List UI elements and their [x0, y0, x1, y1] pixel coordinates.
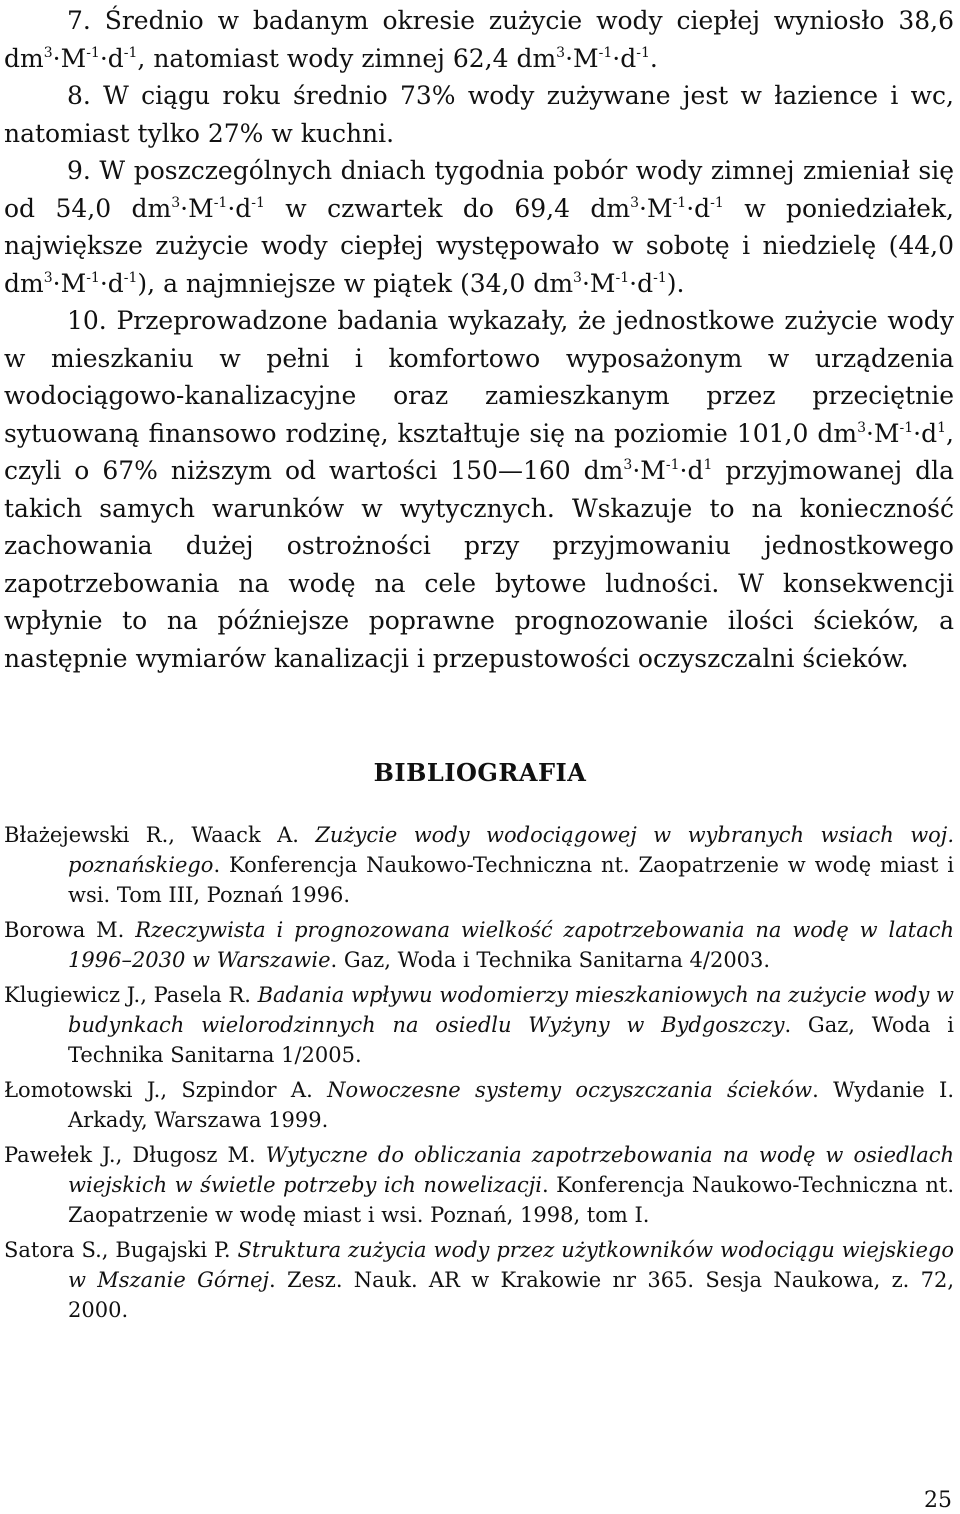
paragraph-7: [4, 2, 954, 77]
entry-title: Wytyczne do obliczania zapotrzebowania na wodę w osiedlach wiejskich w świetle potrzeby ich nowelizacji: [68, 1143, 954, 1197]
superscript: -1: [653, 269, 667, 286]
unit-text: ·M: [180, 193, 214, 223]
unit-text: ·M: [639, 193, 673, 223]
entry-authors: Klugiewicz J., Pasela R.: [4, 983, 258, 1007]
bibliography-entry: [4, 820, 954, 910]
unit-text: ·d: [612, 43, 637, 73]
superscript: -1: [598, 44, 613, 61]
entry-title: Rzeczywista i prognozowana wielkość zapotrzebowania na wodę w latach 1996–2030 w Warszawie: [68, 918, 955, 972]
superscript: 3: [623, 457, 633, 473]
superscript: 3: [556, 44, 566, 61]
unit-text: ·d: [686, 193, 711, 223]
page-number: 25: [924, 1488, 952, 1513]
bibliography-entry: [4, 1140, 954, 1230]
unit-text: ·d: [913, 418, 938, 448]
unit-text: ·M: [865, 418, 900, 448]
paragraph-10-text: , czyli o 67% niższym od wartości 150—160 dm: [4, 418, 954, 485]
paragraph-10-text: 10. Przeprowadzone badania wykazały, że jednostkowe zużycie wody w mieszkaniu w pełni i komfortowo wyposażonym w urządzenia wodociągowo-kanalizacyjne oraz zamieszkanym przez przeciętnie sytuowaną finansowo rodzinę, kształtuje się na poziomie 101,0 dm: [4, 306, 954, 448]
paragraph-7-text: , natomiast wody zimnej 62,4 dm: [137, 43, 557, 73]
bibliography-entry: [4, 980, 954, 1070]
unit-text: ·d: [99, 268, 124, 298]
entry-authors: Łomotowski J., Szpindor A.: [4, 1078, 328, 1102]
entry-source: . Zesz. Nauk. AR w Krakowie nr 365. Sesja Naukowa, z. 72, 2000.: [68, 1268, 954, 1322]
entry-authors: Borowa M.: [4, 918, 136, 942]
paragraph-9: [4, 152, 954, 302]
paragraph-7-text: 7. Średnio w badanym okresie zużycie wody ciepłej wyniosło 38,6 dm: [4, 6, 954, 73]
superscript: 3: [171, 194, 181, 211]
superscript: 3: [630, 194, 640, 211]
paragraph-9-text: ).: [666, 268, 685, 298]
entry-authors: Błażejewski R., Waack A.: [4, 823, 316, 847]
entry-source: . Gaz, Woda i Technika Sanitarna 1/2005.: [68, 1013, 954, 1067]
superscript: 3: [43, 269, 53, 286]
superscript: 3: [573, 269, 582, 286]
superscript: 3: [857, 419, 866, 436]
bibliography-entry: [4, 1235, 954, 1325]
entry-source: . Gaz, Woda i Technika Sanitarna 4/2003.: [330, 948, 771, 972]
entry-source: . Konferencja Naukowo-Techniczna nt. Zaopatrzenie w wodę miast i wsi. Poznań, 1998, tom I.: [68, 1173, 954, 1227]
superscript: -1: [86, 269, 100, 286]
bibliography-entry: [4, 915, 954, 975]
unit-text: ·d: [227, 193, 252, 223]
entry-authors: Pawełek J., Długosz M.: [4, 1143, 266, 1167]
superscript: -1: [665, 457, 680, 473]
entry-title: Badania wpływu wodomierzy mieszkaniowych na zużycie wody w budynkach wielorodzinnych na osiedlu Wyżyny w Bydgoszczy: [68, 983, 954, 1037]
paragraph-10-text: przyjmowanej dla takich samych warunków w wytycznych. Wskazuje to na konieczność zachowania dużej ostrożności przy przyjmowaniu jednostkowego zapotrzebowania na wodę na cele bytowe ludności. W konsekwencji wpłynie to na późniejsze poprawne prognozowanie ilości ścieków, a następnie wymiarów kanalizacji i przepustowości oczyszczalni ścieków.: [4, 456, 954, 673]
superscript: 1: [937, 419, 947, 436]
unit-text: ·M: [565, 43, 599, 73]
bibliography-list: [4, 820, 954, 1330]
entry-title: Nowoczesne systemy oczyszczania ścieków: [327, 1078, 813, 1102]
superscript: 3: [43, 44, 53, 61]
paragraph-9-text: w czwartek do 69,4 dm: [264, 193, 631, 223]
entry-title: Zużycie wody wodociągowej w wybranych wsiach woj. poznańskiego: [68, 823, 954, 877]
paragraph-9-text: 9. W poszczególnych dniach tygodnia pobór wody zimnej zmieniał się od 54,0 dm: [4, 156, 954, 223]
superscript: -1: [615, 269, 630, 286]
superscript: -1: [123, 269, 138, 286]
superscript: -1: [899, 419, 914, 436]
superscript: -1: [710, 194, 724, 211]
entry-source: . Wydanie I. Arkady, Warszawa 1999.: [68, 1078, 955, 1132]
entry-title: Struktura zużycia wody przez użytkowników wodociągu wiejskiego w Mszanie Górnej: [68, 1238, 955, 1292]
paragraph-8: 8. W ciągu roku średnio 73% wody zużywane jest w łazience i wc, natomiast tylko 27% w kuchni.: [4, 81, 954, 148]
paragraph-10: [4, 302, 954, 677]
unit-text: ·d: [679, 456, 704, 485]
unit-text: ·M: [52, 43, 87, 73]
superscript: -1: [636, 44, 650, 61]
paragraph-9-text: w poniedziałek, największe zużycie wody ciepłej występowało w sobotę i niedzielę (44,0 dm: [4, 193, 955, 298]
superscript: 1: [703, 457, 713, 473]
entry-source: . Konferencja Naukowo-Techniczna nt. Zaopatrzenie w wodę miast i wsi. Tom III, Poznań 1996.: [68, 853, 954, 907]
unit-text: ·M: [581, 268, 616, 298]
unit-text: ·d: [99, 43, 124, 73]
paragraph-7-text: .: [649, 43, 658, 73]
superscript: -1: [86, 44, 100, 61]
superscript: -1: [672, 194, 687, 211]
unit-text: ·d: [629, 268, 654, 298]
superscript: -1: [213, 194, 228, 211]
paragraph-9-text: ), a najmniejsze w piątek (34,0 dm: [137, 268, 574, 298]
unit-text: ·M: [52, 268, 87, 298]
bibliography-heading: BIBLIOGRAFIA: [373, 758, 587, 787]
superscript: -1: [251, 194, 265, 211]
superscript: -1: [123, 44, 138, 61]
bibliography-entry: [4, 1075, 954, 1135]
unit-text: ·M: [632, 456, 666, 485]
entry-authors: Satora S., Bugajski P.: [4, 1238, 238, 1262]
conclusions-section: [4, 2, 954, 677]
